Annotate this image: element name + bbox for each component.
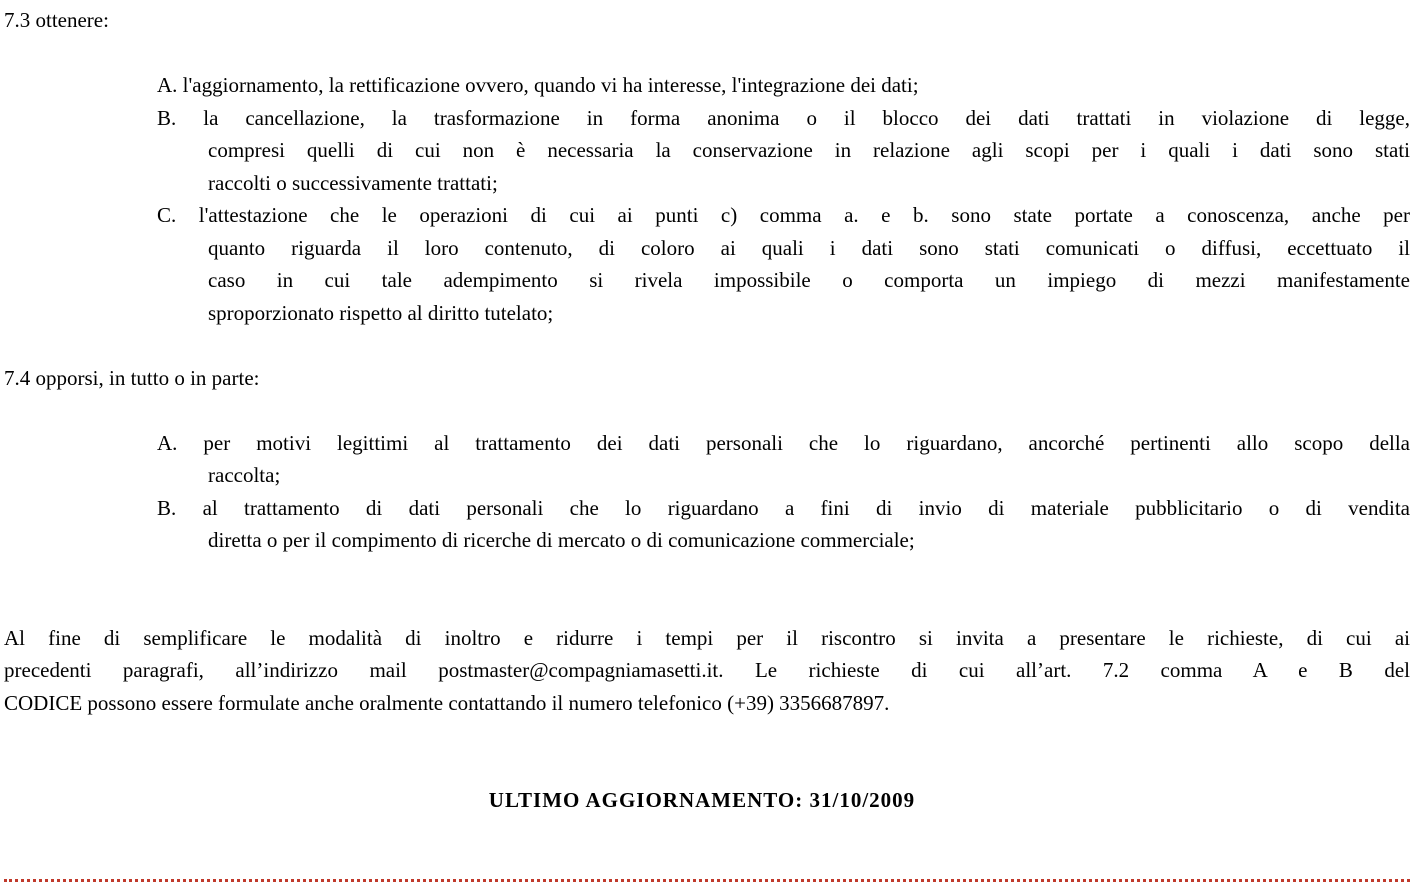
- list-item-line: [157, 492, 1410, 525]
- list-item-continuation: sproporzionato rispetto al diritto tutelato;: [208, 300, 554, 325]
- list-item-text: la cancellazione, la trasformazione in forma anonima o il blocco dei dati trattati in violazione di legge,: [203, 105, 1411, 130]
- list-item-continuation: compresi quelli di cui non è necessaria la conservazione in relazione agli scopi per i quali i dati sono stati: [208, 138, 1410, 162]
- document-page: [4, 4, 1410, 817]
- spacer: [4, 37, 1410, 70]
- list-item-7-4-a: [157, 427, 1410, 492]
- spacer: [4, 557, 1410, 622]
- list-marker: A.: [157, 73, 178, 97]
- list-item-continuation: raccolti o successivamente trattati;: [208, 170, 498, 195]
- spacer: [4, 329, 1410, 362]
- list-marker: B.: [157, 105, 177, 130]
- paragraph-line: Al fine di semplificare le modalità di inoltro e ridurre i tempi per il riscontro si invita a presentare le richieste, di cui ai: [4, 625, 1410, 650]
- list-item-continuation: raccolta;: [208, 463, 281, 487]
- list-item-line: [157, 199, 1410, 232]
- list-item-line: [157, 69, 1410, 102]
- section-7-4-list: [4, 427, 1410, 557]
- section-7-3-heading: 7.3 ottenere:: [4, 8, 109, 32]
- list-item-7-3-c: [157, 199, 1410, 329]
- list-item-continuation: quanto riguarda il loro contenuto, di coloro ai quali i dati sono stati comunicati o diffusi, eccettuato il: [208, 235, 1410, 260]
- list-item-continuation: caso in cui tale adempimento si rivela impossibile o comporta un impiego di mezzi manifestamente: [208, 268, 1410, 292]
- section-7-4-heading: 7.4 opporsi, in tutto o in parte:: [4, 365, 260, 390]
- contact-paragraph: [4, 622, 1410, 720]
- section-7-3-list: [4, 69, 1410, 329]
- paragraph-line: CODICE possono essere formulate anche oralmente contattando il numero telefonico (+39) 3356687897.: [4, 690, 890, 715]
- list-item-line: [157, 427, 1410, 460]
- dotted-divider: [4, 879, 1410, 882]
- spacer: [4, 719, 1410, 784]
- list-marker: C.: [157, 203, 177, 227]
- list-item-text: l'attestazione che le operazioni di cui ai punti c) comma a. e b. sono state portate a conoscenza, anche per: [198, 203, 1410, 227]
- list-item-text: al trattamento di dati personali che lo riguardano a fini di invio di materiale pubblicitario o di vendita: [202, 495, 1410, 520]
- list-item-7-3-b: [157, 102, 1410, 200]
- list-marker: B.: [157, 495, 177, 520]
- list-item-text: l'aggiornamento, la rettificazione ovvero, quando vi ha interesse, l'integrazione dei dati;: [182, 73, 919, 97]
- last-update-heading: ULTIMO AGGIORNAMENTO: 31/10/2009: [488, 788, 916, 812]
- list-item-7-3-a: [157, 69, 1410, 102]
- spacer: [4, 394, 1410, 427]
- list-item-line: [157, 102, 1410, 135]
- paragraph-line: precedenti paragrafi, all’indirizzo mail postmaster@compagniamasetti.it. Le richieste di cui all’art. 7.2 comma A e B del: [4, 658, 1410, 682]
- list-item-text: per motivi legittimi al trattamento dei dati personali che lo riguardano, ancorché pertinenti allo scopo della: [203, 430, 1411, 455]
- list-item-continuation: diretta o per il compimento di ricerche di mercato o di comunicazione commerciale;: [208, 528, 915, 552]
- list-marker: A.: [157, 430, 178, 455]
- list-item-7-4-b: [157, 492, 1410, 557]
